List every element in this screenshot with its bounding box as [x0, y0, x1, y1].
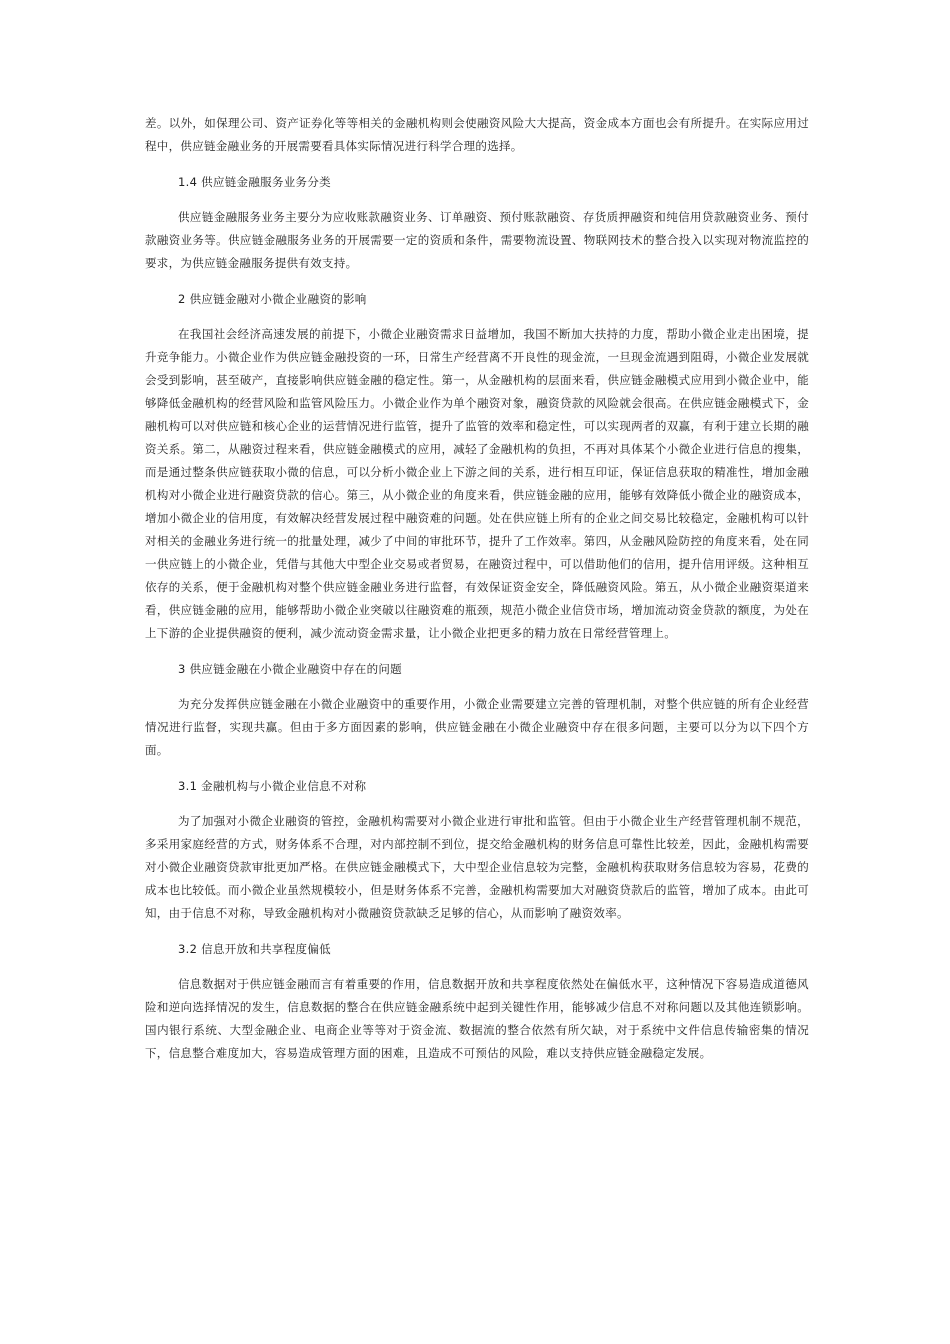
paragraph-information-sharing: 信息数据对于供应链金融而言有着重要的作用，信息数据开放和共享程度依然处在偏低水平，这种情况下容易造成道德风险和逆向选择情况的发生，信息数据的整合在供应链金融系统中起到关键性作用，能够减少信息不对称问题以及其他连锁影响。国内银行系统、大型金融企业、电商企业等等对于资金流、数据流的整合依然有所欠缺，对于系统中文件信息传输密集的情况下，信息整合难度加大，容易造成管理方面的困难，且造成不可预估的风险，难以支持供应链金融稳定发展。 — [145, 977, 809, 1060]
section-heading-1-4: 1.4 供应链金融服务业务分类 — [178, 175, 331, 189]
section-heading-3: 3 供应链金融在小微企业融资中存在的问题 — [178, 662, 402, 676]
paragraph-problems-intro: 为充分发挥供应链金融在小微企业融资中的重要作用，小微企业需要建立完善的管理机制，对整个供应链的所有企业经营情况进行监督，实现共赢。但由于多方面因素的影响，供应链金融在小微企业融资中存在很多问题，主要可以分为以下四个方面。 — [145, 697, 809, 757]
section-heading-3-1: 3.1 金融机构与小微企业信息不对称 — [178, 779, 367, 793]
paragraph-continuation: 差。以外，如保理公司、资产证券化等等相关的金融机构则会使融资风险大大提高，资金成本方面也会有所提升。在实际应用过程中，供应链金融业务的开展需要看具体实际情况进行科学合理的选择。 — [145, 116, 809, 153]
paragraph-business-classification: 供应链金融服务业务主要分为应收账款融资业务、订单融资、预付账款融资、存货质押融资和纯信用贷款融资业务、预付款融资业务等。供应链金融服务业务的开展需要一定的资质和条件，需要物流设置、物联网技术的整合投入以实现对物流监控的要求，为供应链金融服务提供有效支持。 — [145, 210, 809, 270]
section-heading-3-2: 3.2 信息开放和共享程度偏低 — [178, 942, 331, 956]
paragraph-impact: 在我国社会经济高速发展的前提下，小微企业融资需求日益增加，我国不断加大扶持的力度，帮助小微企业走出困境，提升竞争能力。小微企业作为供应链金融投资的一环，日常生产经营离不开良性的现金流，一旦现金流遇到阻碍，小微企业发展就会受到影响，甚至破产，直接影响供应链金融的稳定性。第一，从金融机构的层面来看，供应链金融模式应用到小微企业中，能够降低金融机构的经营风险和监管风险压力。小微企业作为单个融资对象，融资贷款的风险就会很高。在供应链金融模式下，金融机构可以对供应链和核心企业的运营情况进行监管，提升了监管的效率和稳定性，可以实现两者的双赢，有利于建立长期的融资关系。第二，从融资过程来看，供应链金融模式的应用，减轻了金融机构的负担，不再对具体某个小微企业进行信息的搜集，而是通过整条供应链获取小微的信息，可以分析小微企业上下游之间的关系，进行相互印证，保证信息获取的精准性，增加金融机构对小微企业进行融资贷款的信心。第三，从小微企业的角度来看，供应链金融的应用，能够有效降低小微企业的融资成本，增加小微企业的信用度，有效解决经营发展过程中融资难的问题。处在供应链上所有的企业之间交易比较稳定，金融机构可以针对相关的金融业务进行统一的批量处理，减少了中间的审批环节，提升了工作效率。第四，从金融风险防控的角度来看，处在同一供应链上的小微企业，凭借与其他大中型企业交易或者贸易，在融资过程中，可以借助他们的信用，提升信用评级。这种相互依存的关系，便于金融机构对整个供应链金融业务进行监督，有效保证资金安全，降低融资风险。第五，从小微企业融资渠道来看，供应链金融的应用，能够帮助小微企业突破以往融资难的瓶颈，规范小微企业信贷市场，增加流动资金贷款的额度，为处在上下游的企业提供融资的便利，减少流动资金需求量，让小微企业把更多的精力放在日常经营管理上。 — [145, 327, 809, 640]
section-heading-2: 2 供应链金融对小微企业融资的影响 — [178, 292, 367, 306]
paragraph-information-asymmetry: 为了加强对小微企业融资的管控，金融机构需要对小微企业进行审批和监管。但由于小微企业生产经营管理机制不规范，多采用家庭经营的方式，财务体系不合理，对内部控制不到位，提交给金融机构的财务信息可靠性比较差，因此，金融机构需要对小微企业融资贷款审批更加严格。在供应链金融模式下，大中型企业信息较为完整，金融机构获取财务信息较为容易，花费的成本也比较低。而小微企业虽然规模较小，但是财务体系不完善，金融机构需要加大对融资贷款后的监管，增加了成本。由此可知，由于信息不对称，导致金融机构对小微融资贷款缺乏足够的信心，从而影响了融资效率。 — [145, 814, 809, 920]
document-body — [145, 112, 809, 1065]
